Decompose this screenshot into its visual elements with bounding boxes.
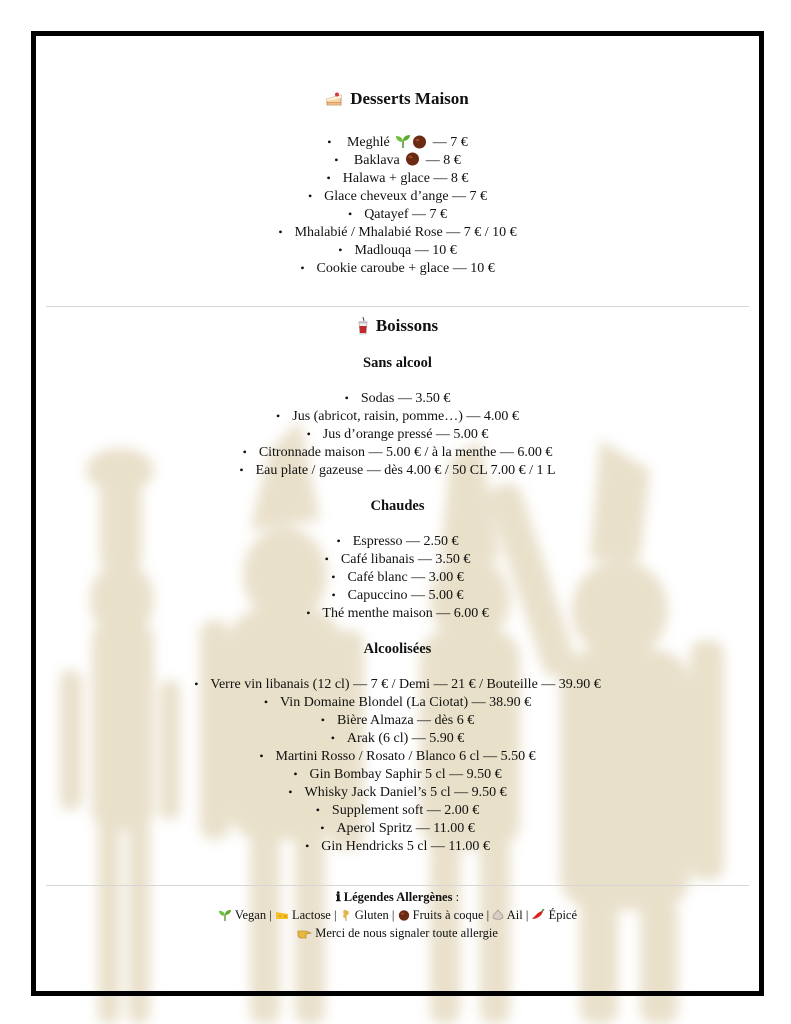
drink-item: • Capuccino — 5.00 € <box>36 586 759 604</box>
sans-alcool-section <box>36 355 759 479</box>
legend-label-lactose: Lactose <box>291 908 331 922</box>
chaudes-heading: Chaudes <box>370 498 425 514</box>
section-divider <box>46 306 749 307</box>
drink-item: • Jus (abricot, raisin, pomme…) — 4.00 € <box>36 407 759 425</box>
garlic-icon <box>492 909 504 921</box>
pointing-hand-icon <box>297 928 312 939</box>
menu-content <box>36 36 759 991</box>
legend-title-line <box>36 888 759 906</box>
legend-label-ail: Ail <box>506 908 523 922</box>
sprout-icon <box>218 909 232 921</box>
drink-item: • Sodas — 3.50 € <box>36 389 759 407</box>
dessert-item: • Glace cheveux d’ange — 7 € <box>36 187 759 205</box>
legend-label-epice: Épicé <box>548 908 578 922</box>
dessert-item: • Halawa + glace — 8 € <box>36 169 759 187</box>
sans-alcool-heading: Sans alcool <box>363 355 432 371</box>
drink-item: • Verre vin libanais (12 cl) — 7 € / Demi — 21 € / Bouteille — 39.90 € <box>36 675 759 693</box>
alcoolisees-section <box>36 641 759 855</box>
dessert-item: • Qatayef — 7 € <box>36 205 759 223</box>
boissons-title: Boissons <box>375 316 439 335</box>
legend-colon: : <box>452 890 460 904</box>
chaudes-section <box>36 498 759 622</box>
legend-label-gluten: Gluten <box>354 908 389 922</box>
dessert-item: • Madlouqa — 10 € <box>36 241 759 259</box>
drink-item: • Martini Rosso / Rosato / Blanco 6 cl — 5.50 € <box>36 747 759 765</box>
dessert-item: • Mhalabié / Mhalabié Rose — 7 € / 10 € <box>36 223 759 241</box>
drink-item: • Gin Bombay Saphir 5 cl — 9.50 € <box>36 765 759 783</box>
boissons-heading <box>36 316 759 336</box>
drink-item: • Citronnade maison — 5.00 € / à la menthe — 6.00 € <box>36 443 759 461</box>
sans-alcool-list <box>36 389 759 479</box>
drink-item: • Vin Domaine Blondel (La Ciotat) — 38.90 € <box>36 693 759 711</box>
legend-label-fruits-a-coque: Fruits à coque <box>412 908 484 922</box>
drink-item: • Eau plate / gazeuse — dès 4.00 € / 50 CL 7.00 € / 1 L <box>36 461 759 479</box>
chaudes-list <box>36 532 759 622</box>
wheat-icon <box>340 908 352 921</box>
allergy-note: Merci de nous signaler toute allergie <box>315 926 498 940</box>
nut-icon <box>405 151 420 166</box>
drink-item: • Café blanc — 3.00 € <box>36 568 759 586</box>
dessert-item: • Cookie caroube + glace — 10 € <box>36 259 759 277</box>
allergen-legend <box>36 888 759 942</box>
drink-item: • Thé menthe maison — 6.00 € <box>36 604 759 622</box>
legend-note-line <box>36 924 759 942</box>
desserts-list <box>36 133 759 277</box>
info-icon: ℹ <box>335 890 341 904</box>
nut-icon <box>412 134 427 149</box>
drink-item: • Aperol Spritz — 11.00 € <box>36 819 759 837</box>
legend-label-vegan: Vegan <box>234 908 267 922</box>
drink-item: • Café libanais — 3.50 € <box>36 550 759 568</box>
menu-page-frame <box>31 31 764 996</box>
chili-pepper-icon <box>531 909 545 921</box>
alcoolisees-list <box>36 675 759 855</box>
drink-item: • Bière Almaza — dès 6 € <box>36 711 759 729</box>
legend-title: Légendes Allergènes <box>343 890 453 904</box>
drink-item: • Gin Hendricks 5 cl — 11.00 € <box>36 837 759 855</box>
nut-icon <box>398 909 410 921</box>
cheese-icon <box>275 909 289 921</box>
desserts-section <box>36 89 759 277</box>
alcoolisees-heading: Alcoolisées <box>363 641 432 657</box>
desserts-heading <box>36 89 759 109</box>
drink-item: • Espresso — 2.50 € <box>36 532 759 550</box>
section-divider <box>46 885 749 886</box>
dessert-item-meghle: • Meghlé — 7 € <box>36 133 759 151</box>
boissons-section <box>36 316 759 336</box>
drink-item: • Whisky Jack Daniel’s 5 cl — 9.50 € <box>36 783 759 801</box>
cake-slice-icon <box>326 92 343 107</box>
sprout-icon <box>395 134 411 148</box>
desserts-title: Desserts Maison <box>350 89 469 108</box>
drink-item: • Supplement soft — 2.00 € <box>36 801 759 819</box>
drink-item: • Arak (6 cl) — 5.90 € <box>36 729 759 747</box>
legend-items-line: Vegan | Lactose | Gluten | Fruits à coque | Ail | Épicé <box>36 906 759 924</box>
dessert-item-baklava: • Baklava — 8 € <box>36 151 759 169</box>
drink-cup-icon <box>357 317 369 335</box>
drink-item: • Jus d’orange pressé — 5.00 € <box>36 425 759 443</box>
